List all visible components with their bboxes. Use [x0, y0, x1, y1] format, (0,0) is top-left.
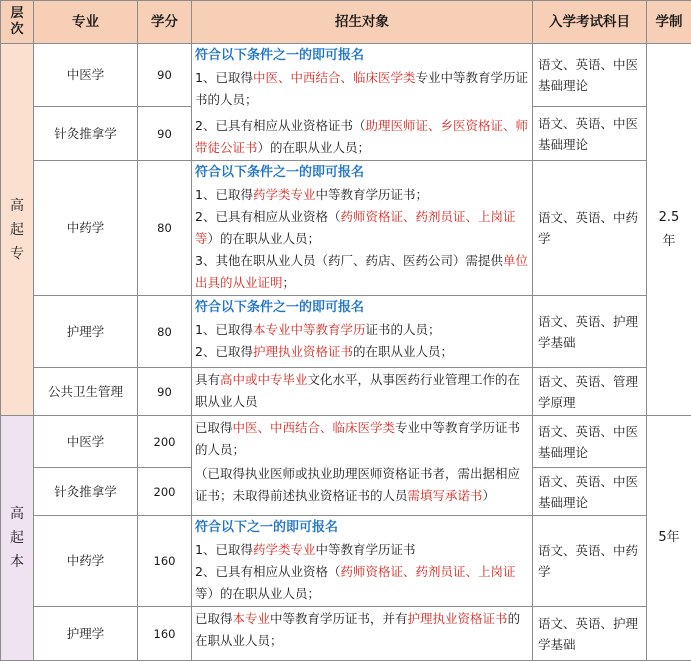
- target-cell: 符合以下之一的即可报名 1、已取得药学类专业中等教育学历证书 2、已具有相应从业资格（药师资格证、药剂员证、上岗证等）的在职从业人员；: [192, 516, 533, 607]
- table-row: [1, 296, 691, 368]
- duration-cell-a: 2.5 年: [647, 44, 691, 416]
- table-row: [1, 516, 691, 607]
- major-cell: 中药学: [34, 516, 138, 607]
- exam-cell: 语文、英语、管理学原理: [533, 368, 647, 416]
- exam-cell: 语文、英语、护理学基础: [533, 296, 647, 368]
- header-row: [1, 1, 691, 44]
- header-credits: 学分: [138, 1, 192, 44]
- major-cell: 护理学: [34, 296, 138, 368]
- credits-cell: 160: [138, 516, 192, 607]
- major-cell: 中医学: [34, 44, 138, 107]
- header-target: 招生对象: [192, 1, 533, 44]
- target-cell: 已取得本专业中等教育学历证书，并有护理执业资格证书的在职从业人员；: [192, 607, 533, 661]
- major-cell: 公共卫生管理: [34, 368, 138, 416]
- target-cell: 已取得中医、中西结合、临床医学类专业中等教育学历证书的人员； （已取得执业医师或执业助理医师资格证书者，需出据相应证书；未取得前述执业资格证书的人员需填写承诺书）: [192, 416, 533, 516]
- table-row: [1, 416, 691, 468]
- target-cell: 符合以下条件之一的即可报名 1、已取得中医、中西结合、临床医学类专业中等教育学历证书的人员； 2、已具有相应从业资格证书（助理医师证、乡医资格证、师带徒公证书）的在职从业人员；: [192, 44, 533, 161]
- header-major: 专业: [34, 1, 138, 44]
- header-exam: 入学考试科目: [533, 1, 647, 44]
- credits-cell: 90: [138, 368, 192, 416]
- table-row: [1, 44, 691, 107]
- major-cell: 护理学: [34, 607, 138, 661]
- header-duration: 学制: [647, 1, 691, 44]
- credits-cell: 200: [138, 468, 192, 516]
- exam-cell: 语文、英语、中药学: [533, 161, 647, 296]
- level-cell-a: 高 起 专: [1, 44, 34, 416]
- major-cell: 中药学: [34, 161, 138, 296]
- duration-cell-b: 5年: [647, 416, 691, 661]
- credits-cell: 80: [138, 161, 192, 296]
- exam-cell: 语文、英语、中医基础理论: [533, 44, 647, 107]
- table-row: [1, 607, 691, 661]
- exam-cell: 语文、英语、中医基础理论: [533, 468, 647, 516]
- exam-cell: 语文、英语、中药学: [533, 516, 647, 607]
- credits-cell: 80: [138, 296, 192, 368]
- major-cell: 针灸推拿学: [34, 468, 138, 516]
- credits-cell: 200: [138, 416, 192, 468]
- credits-cell: 90: [138, 44, 192, 107]
- exam-cell: 语文、英语、中医基础理论: [533, 107, 647, 161]
- level-cell-b: 高 起 本: [1, 416, 34, 661]
- header-level: 层 次: [1, 1, 34, 44]
- target-cell: 符合以下条件之一的即可报名 1、已取得本专业中等教育学历证书的人员； 2、已取得护理执业资格证书的在职从业人员；: [192, 296, 533, 368]
- major-cell: 中医学: [34, 416, 138, 468]
- exam-cell: 语文、英语、中医基础理论: [533, 416, 647, 468]
- major-cell: 针灸推拿学: [34, 107, 138, 161]
- table-row: [1, 161, 691, 296]
- exam-cell: 语文、英语、护理学基础: [533, 607, 647, 661]
- credits-cell: 90: [138, 107, 192, 161]
- credits-cell: 160: [138, 607, 192, 661]
- table-row: [1, 368, 691, 416]
- target-cell: 具有高中或中专毕业文化水平，从事医药行业管理工作的在职从业人员: [192, 368, 533, 416]
- target-cell: 符合以下条件之一的即可报名 1、已取得药学类专业中等教育学历证书； 2、已具有相应从业资格（药师资格证、药剂员证、上岗证等）的在职从业人员； 3、其他在职从业人员（药厂、药店、医药公司）需提供单位出具的从业证明；: [192, 161, 533, 296]
